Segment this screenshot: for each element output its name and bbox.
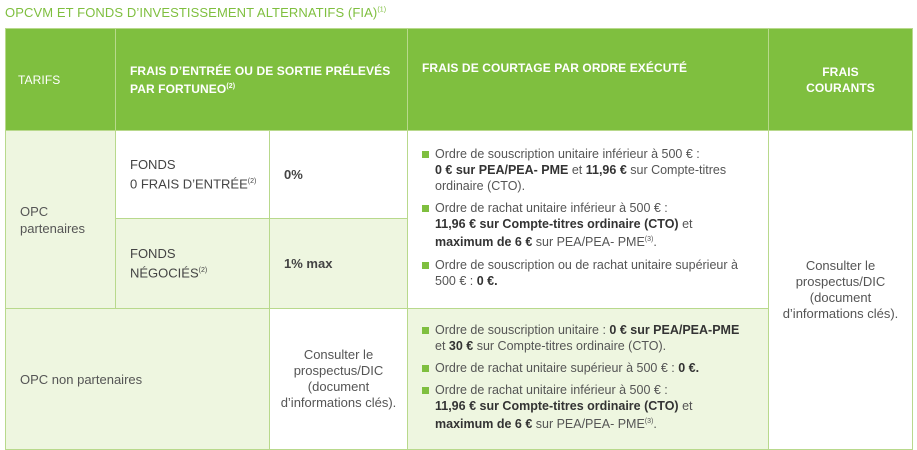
fonds-0-frais-label [116, 131, 270, 219]
list-item: Ordre de rachat unitaire supérieur à 500 € : 0 €. [422, 360, 762, 376]
list-item: Ordre de rachat unitaire inférieur à 500 € : 11,96 € sur Compte-titres ordinaire (CTO) et maximum de 6 € sur PEA/PEA- PME$^{(3)}$. [422, 200, 762, 250]
courtage-non-partenaires [408, 309, 769, 450]
title-note: (1) [377, 6, 387, 14]
header-frais-line2: PAR FORTUNEO [130, 81, 227, 96]
list-item: Ordre de rachat unitaire inférieur à 500 € : 11,96 € sur Compte-titres ordinaire (CTO) et maximum de 6 € sur PEA/PEA- PME$^{(3)}$. [422, 382, 762, 432]
label-line2: partenaires [20, 220, 86, 236]
header-frais-entree [116, 29, 408, 131]
fonds0-note: (2) [247, 178, 257, 186]
opc-partenaires-label [6, 131, 116, 309]
fonds-negocies-label [116, 219, 270, 309]
header-courants-line1: FRAIS [822, 64, 859, 79]
np-frais-line3: (document [307, 379, 370, 394]
table-row [6, 131, 913, 219]
header-tarifs [6, 29, 116, 131]
header-frais-line1: FRAIS D’ENTRÉE OU DE SORTIE PRÉLEVÉS [130, 63, 391, 78]
fonds-negocies-value [270, 219, 408, 309]
title-text: OPCVM ET FONDS D’INVESTISSEMENT ALTERNATIFS (FIA) [5, 5, 378, 20]
header-frais-note: (2) [226, 82, 236, 90]
fondsneg-line2: NÉGOCIÉS [130, 265, 199, 281]
list-item: Ordre de souscription ou de rachat unitaire supérieur à 500 € : 0 €. [422, 257, 762, 289]
page-title [5, 5, 386, 20]
np-frais-line1: Consulter le [303, 347, 374, 362]
opc-non-partenaires-label [6, 309, 270, 450]
label-line1: OPC [20, 203, 49, 219]
non-partenaires-label: OPC non partenaires [20, 371, 143, 387]
courants-line4: d’informations clés). [782, 306, 899, 321]
np-frais-line2: prospectus/DIC [293, 363, 384, 378]
header-courtage-label: FRAIS DE COURTAGE PAR ORDRE EXÉCUTÉ [422, 61, 688, 75]
fonds0-line1: FONDS [130, 157, 176, 173]
list-item: Ordre de souscription unitaire inférieur à 500 € : 0 € sur PEA/PEA- PME et 11,96 € sur Compte-titres ordinaire (CTO). [422, 146, 762, 194]
fondsneg-note: (2) [198, 267, 208, 275]
courants-line1: Consulter le [805, 258, 876, 273]
list-item: Ordre de souscription unitaire : 0 € sur PEA/PEA-PME et 30 € sur Compte-titres ordinaire (CTO). [422, 322, 762, 354]
header-courants-line2: COURANTS [806, 80, 875, 95]
header-tarifs-label: TARIFS [18, 72, 61, 87]
courants-line3: (document [809, 290, 872, 305]
header-row [6, 29, 913, 131]
courtage-partenaires-list [408, 146, 768, 288]
courtage-partenaires [408, 131, 769, 309]
frais-courants-cell [769, 131, 913, 450]
fees-table [5, 28, 913, 450]
fondsneg-line1: FONDS [130, 246, 176, 262]
header-courtage [408, 29, 769, 131]
fonds-0-frais-value [270, 131, 408, 219]
fonds0-value: 0% [284, 167, 303, 182]
fonds0-line2: 0 FRAIS D’ENTRÉE [130, 176, 248, 192]
header-frais-courants [769, 29, 913, 131]
courants-line2: prospectus/DIC [795, 274, 886, 289]
fondsneg-value: 1% max [284, 256, 333, 271]
np-frais-line4: d’informations clés). [280, 395, 397, 410]
courtage-non-partenaires-list [408, 322, 768, 432]
non-partenaires-frais [270, 309, 408, 450]
